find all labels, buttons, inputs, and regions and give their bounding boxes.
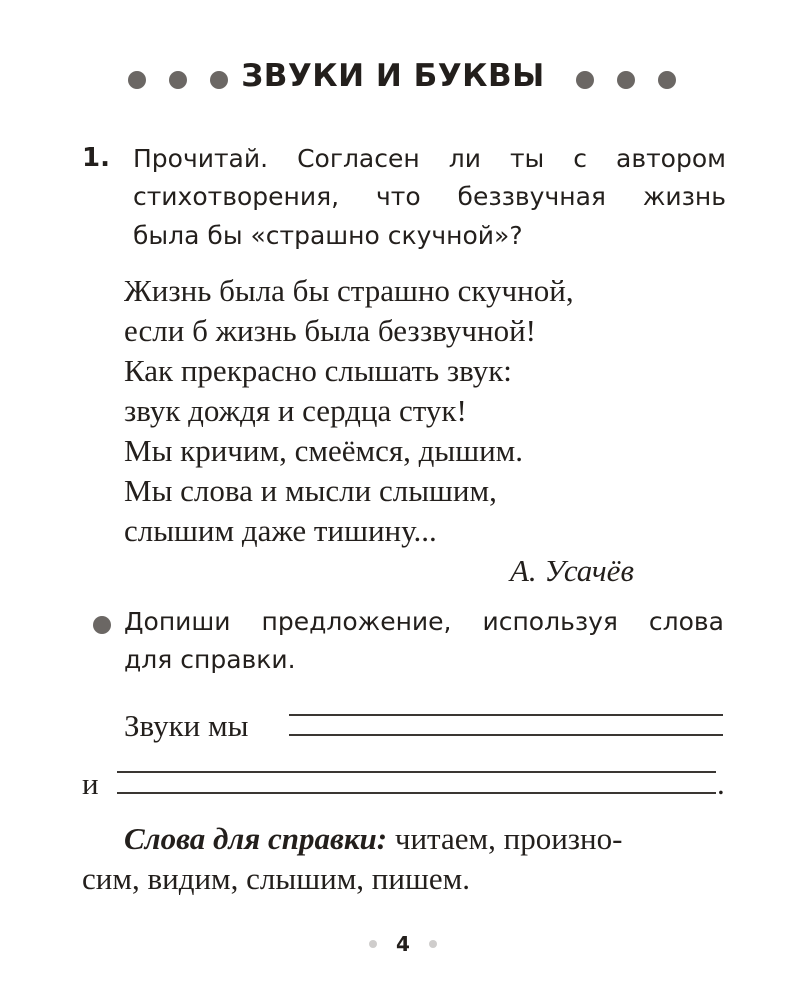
task-question-line: стихотворения, что беззвучная жизнь: [133, 182, 726, 211]
bullet-icon: [93, 616, 111, 634]
reference-label: Слова для справки:: [124, 821, 388, 856]
poem-line: Мы слова и мысли слышим,: [124, 473, 497, 508]
reference-words: читаем, произно-: [387, 821, 623, 856]
page-number: 4: [396, 932, 410, 956]
answer-line-3[interactable]: [117, 771, 716, 773]
instruction-line: для справки.: [124, 645, 296, 674]
answer-line-1[interactable]: [289, 714, 723, 716]
task-question-line: Прочитай. Согласен ли ты с автором: [133, 144, 726, 173]
reference-line-1: [124, 821, 622, 857]
decor-dot: [658, 71, 676, 89]
poem-line: Жизнь была бы страшно скучной,: [124, 273, 574, 308]
poem-line: если б жизнь была беззвучной!: [124, 313, 536, 348]
fill-end-period: .: [717, 766, 725, 801]
poem-author: А. Усачёв: [510, 553, 634, 588]
task-number: 1.: [82, 143, 110, 173]
answer-line-2[interactable]: [289, 734, 723, 736]
poem-line: звук дождя и сердца стук!: [124, 393, 467, 428]
poem-line: слышим даже тишину...: [124, 513, 437, 548]
answer-line-4[interactable]: [117, 792, 716, 794]
instruction-line: Допиши предложение, используя слова: [124, 607, 724, 636]
page-dot-right: [429, 940, 437, 948]
decor-dot: [576, 71, 594, 89]
fill-prefix: Звуки мы: [124, 708, 249, 743]
task-question-line: была бы «страшно скучной»?: [133, 221, 523, 250]
page-title: ЗВУКИ И БУКВЫ: [241, 58, 545, 94]
page-dot-left: [369, 940, 377, 948]
fill-conjunction: и: [82, 766, 99, 801]
poem-line: Мы кричим, смеёмся, дышим.: [124, 433, 524, 468]
reference-line-2: сим, видим, слышим, пишем.: [82, 861, 470, 896]
poem-line: Как прекрасно слышать звук:: [124, 353, 512, 388]
decor-dot: [617, 71, 635, 89]
